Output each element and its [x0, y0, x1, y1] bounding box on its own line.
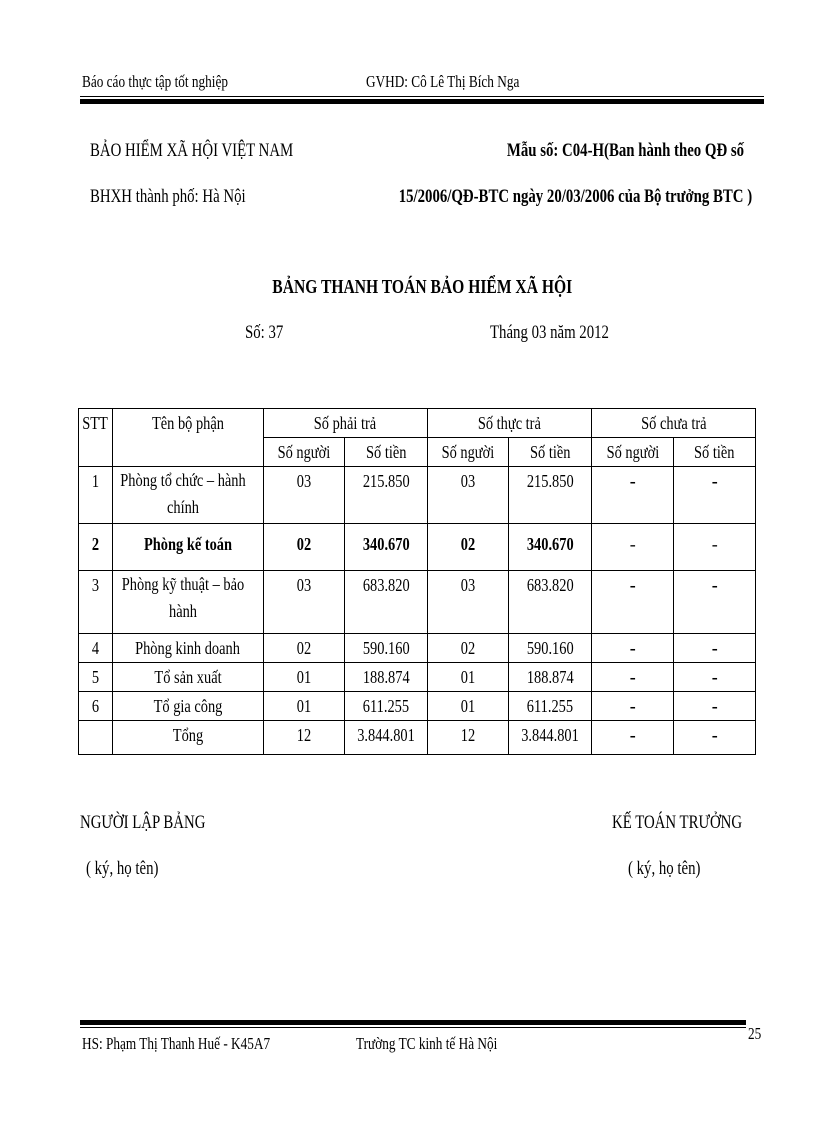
cell-unpaid-people: - — [592, 692, 674, 721]
cell-dept: Tổng — [112, 721, 263, 755]
header-unpaid-people: Số người — [592, 438, 674, 467]
cell-unpaid-amount: - — [674, 721, 756, 755]
header-paid: Số thực trả — [428, 409, 592, 438]
payment-table — [78, 408, 756, 755]
cell-stt: 5 — [79, 663, 113, 692]
doc-number — [245, 322, 294, 344]
header-dept: Tên bộ phận — [112, 409, 263, 467]
cell-paid-people: 01 — [428, 663, 509, 692]
header-paid-amount: Số tiền — [509, 438, 592, 467]
cell-dept: Phòng kinh doanh — [112, 634, 263, 663]
page-number — [748, 1024, 765, 1044]
header-left — [82, 72, 269, 92]
cell-paid-people: 12 — [428, 721, 509, 755]
form-ref-text2: 15/2006/QĐ-BTC ngày 20/03/2006 của Bộ trưởng BTC ) — [398, 186, 752, 207]
footer-school — [356, 1034, 537, 1054]
footer-rule-thin — [80, 1027, 746, 1028]
form-ref-text1: Mẫu số: C04-H(Ban hành theo QĐ số — [506, 140, 744, 161]
table-row — [79, 634, 756, 663]
cell-payable-amount: 340.670 — [345, 524, 428, 571]
cell-paid-amount: 683.820 — [509, 571, 592, 634]
page-number-text: 25 — [748, 1024, 762, 1043]
table-row — [79, 692, 756, 721]
cell-payable-people: 01 — [263, 692, 344, 721]
cell-unpaid-amount: - — [674, 692, 756, 721]
form-ref-line1 — [440, 140, 744, 162]
cell-stt: 3 — [79, 571, 113, 634]
chief-accountant-label — [612, 812, 779, 834]
cell-payable-people: 02 — [263, 634, 344, 663]
cell-paid-amount: 188.874 — [509, 663, 592, 692]
cell-stt — [79, 721, 113, 755]
cell-paid-people: 02 — [428, 634, 509, 663]
footer-student — [82, 1034, 323, 1054]
header-report-title: Báo cáo thực tập tốt nghiệp — [82, 72, 229, 91]
cell-payable-people: 03 — [263, 571, 344, 634]
doc-title-text: BẢNG THANH TOÁN BẢO HIỂM XÃ HỘI — [272, 276, 572, 298]
cell-unpaid-people: - — [592, 571, 674, 634]
cell-paid-amount: 590.160 — [509, 634, 592, 663]
cell-stt: 4 — [79, 634, 113, 663]
cell-paid-amount: 340.670 — [509, 524, 592, 571]
chief-accountant-note — [628, 858, 721, 880]
cell-paid-amount: 215.850 — [509, 467, 592, 524]
table-row — [79, 571, 756, 634]
chief-accountant-note-text: ( ký, họ tên) — [628, 858, 701, 879]
cell-payable-people: 02 — [263, 524, 344, 571]
header-rule-thick — [80, 99, 764, 104]
header-payable-people: Số người — [263, 438, 344, 467]
cell-unpaid-amount: - — [674, 571, 756, 634]
cell-stt: 1 — [79, 467, 113, 524]
chief-accountant-text: KẾ TOÁN TRƯỞNG — [612, 812, 743, 833]
footer-rule-thick — [80, 1020, 746, 1025]
cell-payable-amount: 215.850 — [345, 467, 428, 524]
doc-title — [0, 276, 816, 299]
cell-stt: 6 — [79, 692, 113, 721]
cell-unpaid-people: - — [592, 721, 674, 755]
cell-dept: Phòng tổ chức – hành chính — [112, 467, 263, 524]
cell-dept: Tổ gia công — [112, 692, 263, 721]
cell-payable-people: 12 — [263, 721, 344, 755]
header-payable: Số phải trả — [263, 409, 427, 438]
cell-paid-people: 02 — [428, 524, 509, 571]
agency-name — [90, 140, 351, 162]
cell-unpaid-people: - — [592, 524, 674, 571]
table-total-row — [79, 721, 756, 755]
cell-dept: Phòng kỹ thuật – bảo hành — [112, 571, 263, 634]
agency-line2: BHXH thành phố: Hà Nội — [90, 186, 246, 207]
header-unpaid-amount: Số tiền — [674, 438, 756, 467]
header-unpaid: Số chưa trả — [592, 409, 756, 438]
cell-payable-amount: 188.874 — [345, 663, 428, 692]
cell-unpaid-people: - — [592, 467, 674, 524]
cell-unpaid-people: - — [592, 663, 674, 692]
cell-unpaid-amount: - — [674, 663, 756, 692]
cell-dept: Phòng kế toán — [112, 524, 263, 571]
form-ref-line2 — [299, 186, 752, 208]
doc-date-text: Tháng 03 năm 2012 — [490, 322, 609, 343]
footer-school-text: Trường TC kinh tế Hà Nội — [356, 1034, 498, 1053]
header-stt: STT — [79, 409, 113, 467]
cell-paid-people: 01 — [428, 692, 509, 721]
cell-payable-people: 03 — [263, 467, 344, 524]
cell-payable-people: 01 — [263, 663, 344, 692]
preparer-text: NGƯỜI LẬP BẢNG — [80, 812, 206, 833]
header-paid-people: Số người — [428, 438, 509, 467]
header-supervisor: GVHD: Cô Lê Thị Bích Nga — [366, 72, 520, 91]
doc-number-text: Số: 37 — [245, 322, 284, 343]
cell-payable-amount: 3.844.801 — [345, 721, 428, 755]
cell-payable-amount: 611.255 — [345, 692, 428, 721]
cell-paid-people: 03 — [428, 467, 509, 524]
cell-paid-amount: 3.844.801 — [509, 721, 592, 755]
agency-line1: BẢO HIỂM XÃ HỘI VIỆT NAM — [90, 140, 294, 161]
header-rule-thin — [80, 96, 764, 97]
preparer-note-text: ( ký, họ tên) — [86, 858, 159, 879]
cell-unpaid-amount: - — [674, 467, 756, 524]
preparer-label — [80, 812, 241, 834]
footer-student-text: HS: Phạm Thị Thanh Huế - K45A7 — [82, 1034, 271, 1053]
doc-date — [490, 322, 643, 344]
cell-payable-amount: 683.820 — [345, 571, 428, 634]
agency-branch — [90, 186, 289, 208]
cell-unpaid-amount: - — [674, 634, 756, 663]
cell-stt: 2 — [79, 524, 113, 571]
header-payable-amount: Số tiền — [345, 438, 428, 467]
cell-dept: Tổ sản xuất — [112, 663, 263, 692]
preparer-note — [86, 858, 179, 880]
cell-unpaid-amount: - — [674, 524, 756, 571]
cell-paid-people: 03 — [428, 571, 509, 634]
cell-payable-amount: 590.160 — [345, 634, 428, 663]
table-row — [79, 663, 756, 692]
header-center — [366, 72, 563, 92]
table-header-row-1 — [79, 409, 756, 438]
cell-paid-amount: 611.255 — [509, 692, 592, 721]
table-row — [79, 524, 756, 571]
table-row — [79, 467, 756, 524]
cell-unpaid-people: - — [592, 634, 674, 663]
